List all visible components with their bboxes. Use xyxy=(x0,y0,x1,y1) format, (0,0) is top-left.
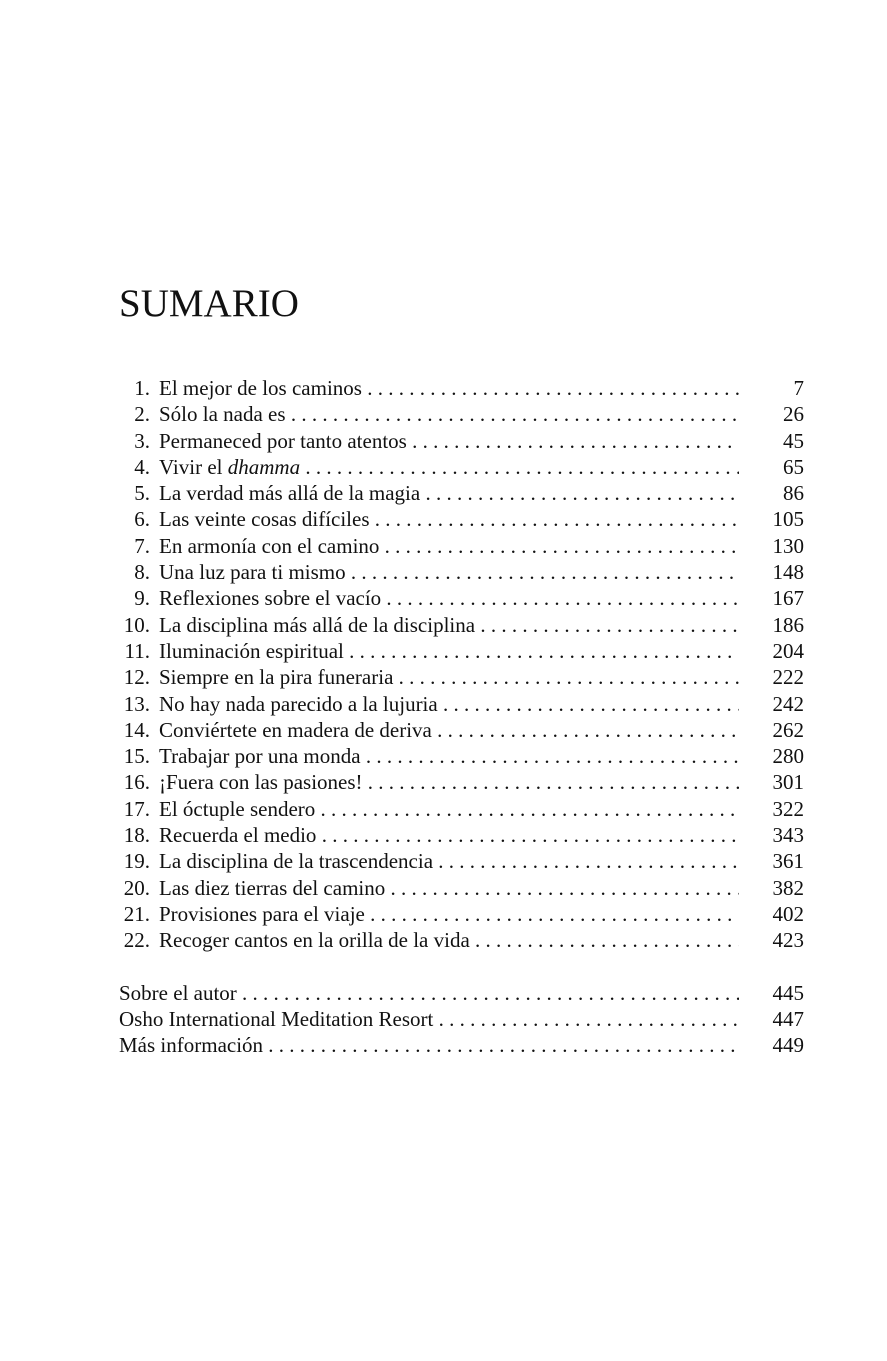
chapter-title xyxy=(159,455,300,479)
chapter-number: 13. xyxy=(123,691,150,716)
chapter-number: 11. xyxy=(124,638,150,663)
page-number: 447 xyxy=(772,1006,804,1031)
toc-entry-4[interactable] xyxy=(119,454,804,480)
appendix-title: Más información xyxy=(119,1033,264,1058)
page-number: 449 xyxy=(772,1033,804,1058)
toc-entry-12[interactable] xyxy=(119,664,804,690)
chapter-title: Provisiones para el viaje xyxy=(159,901,365,926)
toc-entry-5[interactable] xyxy=(119,480,804,506)
toc-entry-22[interactable] xyxy=(119,927,804,953)
chapter-title: Una luz para ti mismo xyxy=(159,560,346,585)
toc-entry-17[interactable] xyxy=(119,796,804,822)
chapter-number: 19. xyxy=(123,849,150,874)
page-number: 343 xyxy=(772,823,804,848)
page-number: 130 xyxy=(772,533,804,558)
toc-entry-20[interactable] xyxy=(119,875,804,901)
chapter-title: La disciplina de la trascendencia xyxy=(159,849,434,874)
page-number: 322 xyxy=(772,796,804,821)
chapter-number: 18. xyxy=(123,823,150,848)
toc-entry-21[interactable] xyxy=(119,901,804,927)
chapter-title: El óctuple sendero xyxy=(159,796,316,821)
page-title: SUMARIO xyxy=(119,282,299,325)
toc-entry-16[interactable] xyxy=(119,769,804,795)
chapter-number: 12. xyxy=(123,665,150,690)
page-number: 204 xyxy=(772,638,804,663)
chapter-title-prefix: Vivir el xyxy=(159,454,228,479)
chapter-number: 7. xyxy=(134,533,150,558)
chapter-number: 5. xyxy=(134,481,150,506)
chapter-number: 22. xyxy=(123,928,150,953)
chapter-number: 20. xyxy=(123,875,150,900)
appendix-title: Sobre el autor xyxy=(119,980,237,1005)
page-number: 7 xyxy=(793,376,804,400)
page-number: 423 xyxy=(772,928,804,953)
page-number: 301 xyxy=(772,770,804,795)
chapter-number: 16. xyxy=(123,770,150,795)
page-number: 222 xyxy=(772,665,804,690)
page-number: 280 xyxy=(772,744,804,769)
toc-entry-14[interactable] xyxy=(119,717,804,743)
chapter-title: La disciplina más allá de la disciplina xyxy=(159,612,476,637)
toc-entry-mas-informacion[interactable] xyxy=(119,1032,804,1058)
chapter-number: 3. xyxy=(134,428,150,453)
chapter-number: 21. xyxy=(123,901,150,926)
page-number: 262 xyxy=(772,717,804,742)
chapter-title: Permaneced por tanto atentos xyxy=(159,428,407,453)
toc-entry-sobre-el-autor[interactable] xyxy=(119,980,804,1006)
toc-entry-2[interactable] xyxy=(119,401,804,427)
toc-entry-3[interactable] xyxy=(119,428,804,454)
chapter-number: 6. xyxy=(134,507,150,532)
table-of-contents xyxy=(119,375,804,1058)
page-number: 105 xyxy=(772,507,804,532)
toc-entry-19[interactable] xyxy=(119,848,804,874)
chapter-title: Conviértete en madera de deriva xyxy=(159,717,432,742)
chapter-title: Las veinte cosas difíciles xyxy=(159,507,370,532)
page-number: 402 xyxy=(772,901,804,926)
chapter-number: 2. xyxy=(134,402,150,427)
section-spacer xyxy=(119,954,804,980)
chapter-title-italic: dhamma xyxy=(227,454,301,479)
chapter-title: Reflexiones sobre el vacío xyxy=(159,586,382,611)
page-number: 445 xyxy=(772,980,804,1005)
page-number: 45 xyxy=(783,428,804,453)
chapter-title: No hay nada parecido a la lujuria xyxy=(159,691,438,716)
page-number: 382 xyxy=(772,875,804,900)
page-number: 167 xyxy=(772,586,804,611)
toc-entry-8[interactable] xyxy=(119,559,804,585)
chapter-number: 4. xyxy=(134,454,150,479)
chapter-number: 8. xyxy=(134,560,150,585)
toc-entry-7[interactable] xyxy=(119,533,804,559)
page-number: 26 xyxy=(783,402,804,427)
toc-entry-15[interactable] xyxy=(119,743,804,769)
chapter-title: Sólo la nada es xyxy=(159,402,286,427)
toc-entry-6[interactable] xyxy=(119,506,804,532)
chapter-number: 14. xyxy=(123,717,150,742)
page-number: 361 xyxy=(772,849,804,874)
chapter-number: 10. xyxy=(123,612,150,637)
chapter-title: Las diez tierras del camino xyxy=(159,875,386,900)
page-number: 242 xyxy=(772,691,804,716)
chapter-title: ¡Fuera con las pasiones! xyxy=(159,770,363,795)
chapter-title: El mejor de los caminos xyxy=(159,376,362,400)
toc-entry-18[interactable] xyxy=(119,822,804,848)
page-number: 86 xyxy=(783,481,804,506)
page-number: 186 xyxy=(772,612,804,637)
toc-entry-1[interactable] xyxy=(119,375,804,401)
chapter-number: 9. xyxy=(134,586,150,611)
toc-entry-9[interactable] xyxy=(119,585,804,611)
chapter-title: Recuerda el medio xyxy=(159,823,317,848)
toc-entry-11[interactable] xyxy=(119,638,804,664)
chapter-title: En armonía con el camino xyxy=(159,533,380,558)
toc-entry-10[interactable] xyxy=(119,612,804,638)
chapter-title: Recoger cantos en la orilla de la vida xyxy=(159,928,470,953)
chapter-title: Siempre en la pira funeraria xyxy=(159,665,394,690)
toc-entry-osho-resort[interactable] xyxy=(119,1006,804,1032)
chapter-number: 1. xyxy=(134,376,150,400)
toc-entry-13[interactable] xyxy=(119,691,804,717)
appendix-title: Osho International Meditation Resort xyxy=(119,1006,434,1031)
page-number: 148 xyxy=(772,560,804,585)
page-number: 65 xyxy=(783,454,804,479)
chapter-number: 15. xyxy=(123,744,150,769)
chapter-title: La verdad más allá de la magia xyxy=(159,481,421,506)
chapter-number: 17. xyxy=(123,796,150,821)
chapter-title: Trabajar por una monda xyxy=(159,744,361,769)
chapter-title: Iluminación espiritual xyxy=(159,638,344,663)
